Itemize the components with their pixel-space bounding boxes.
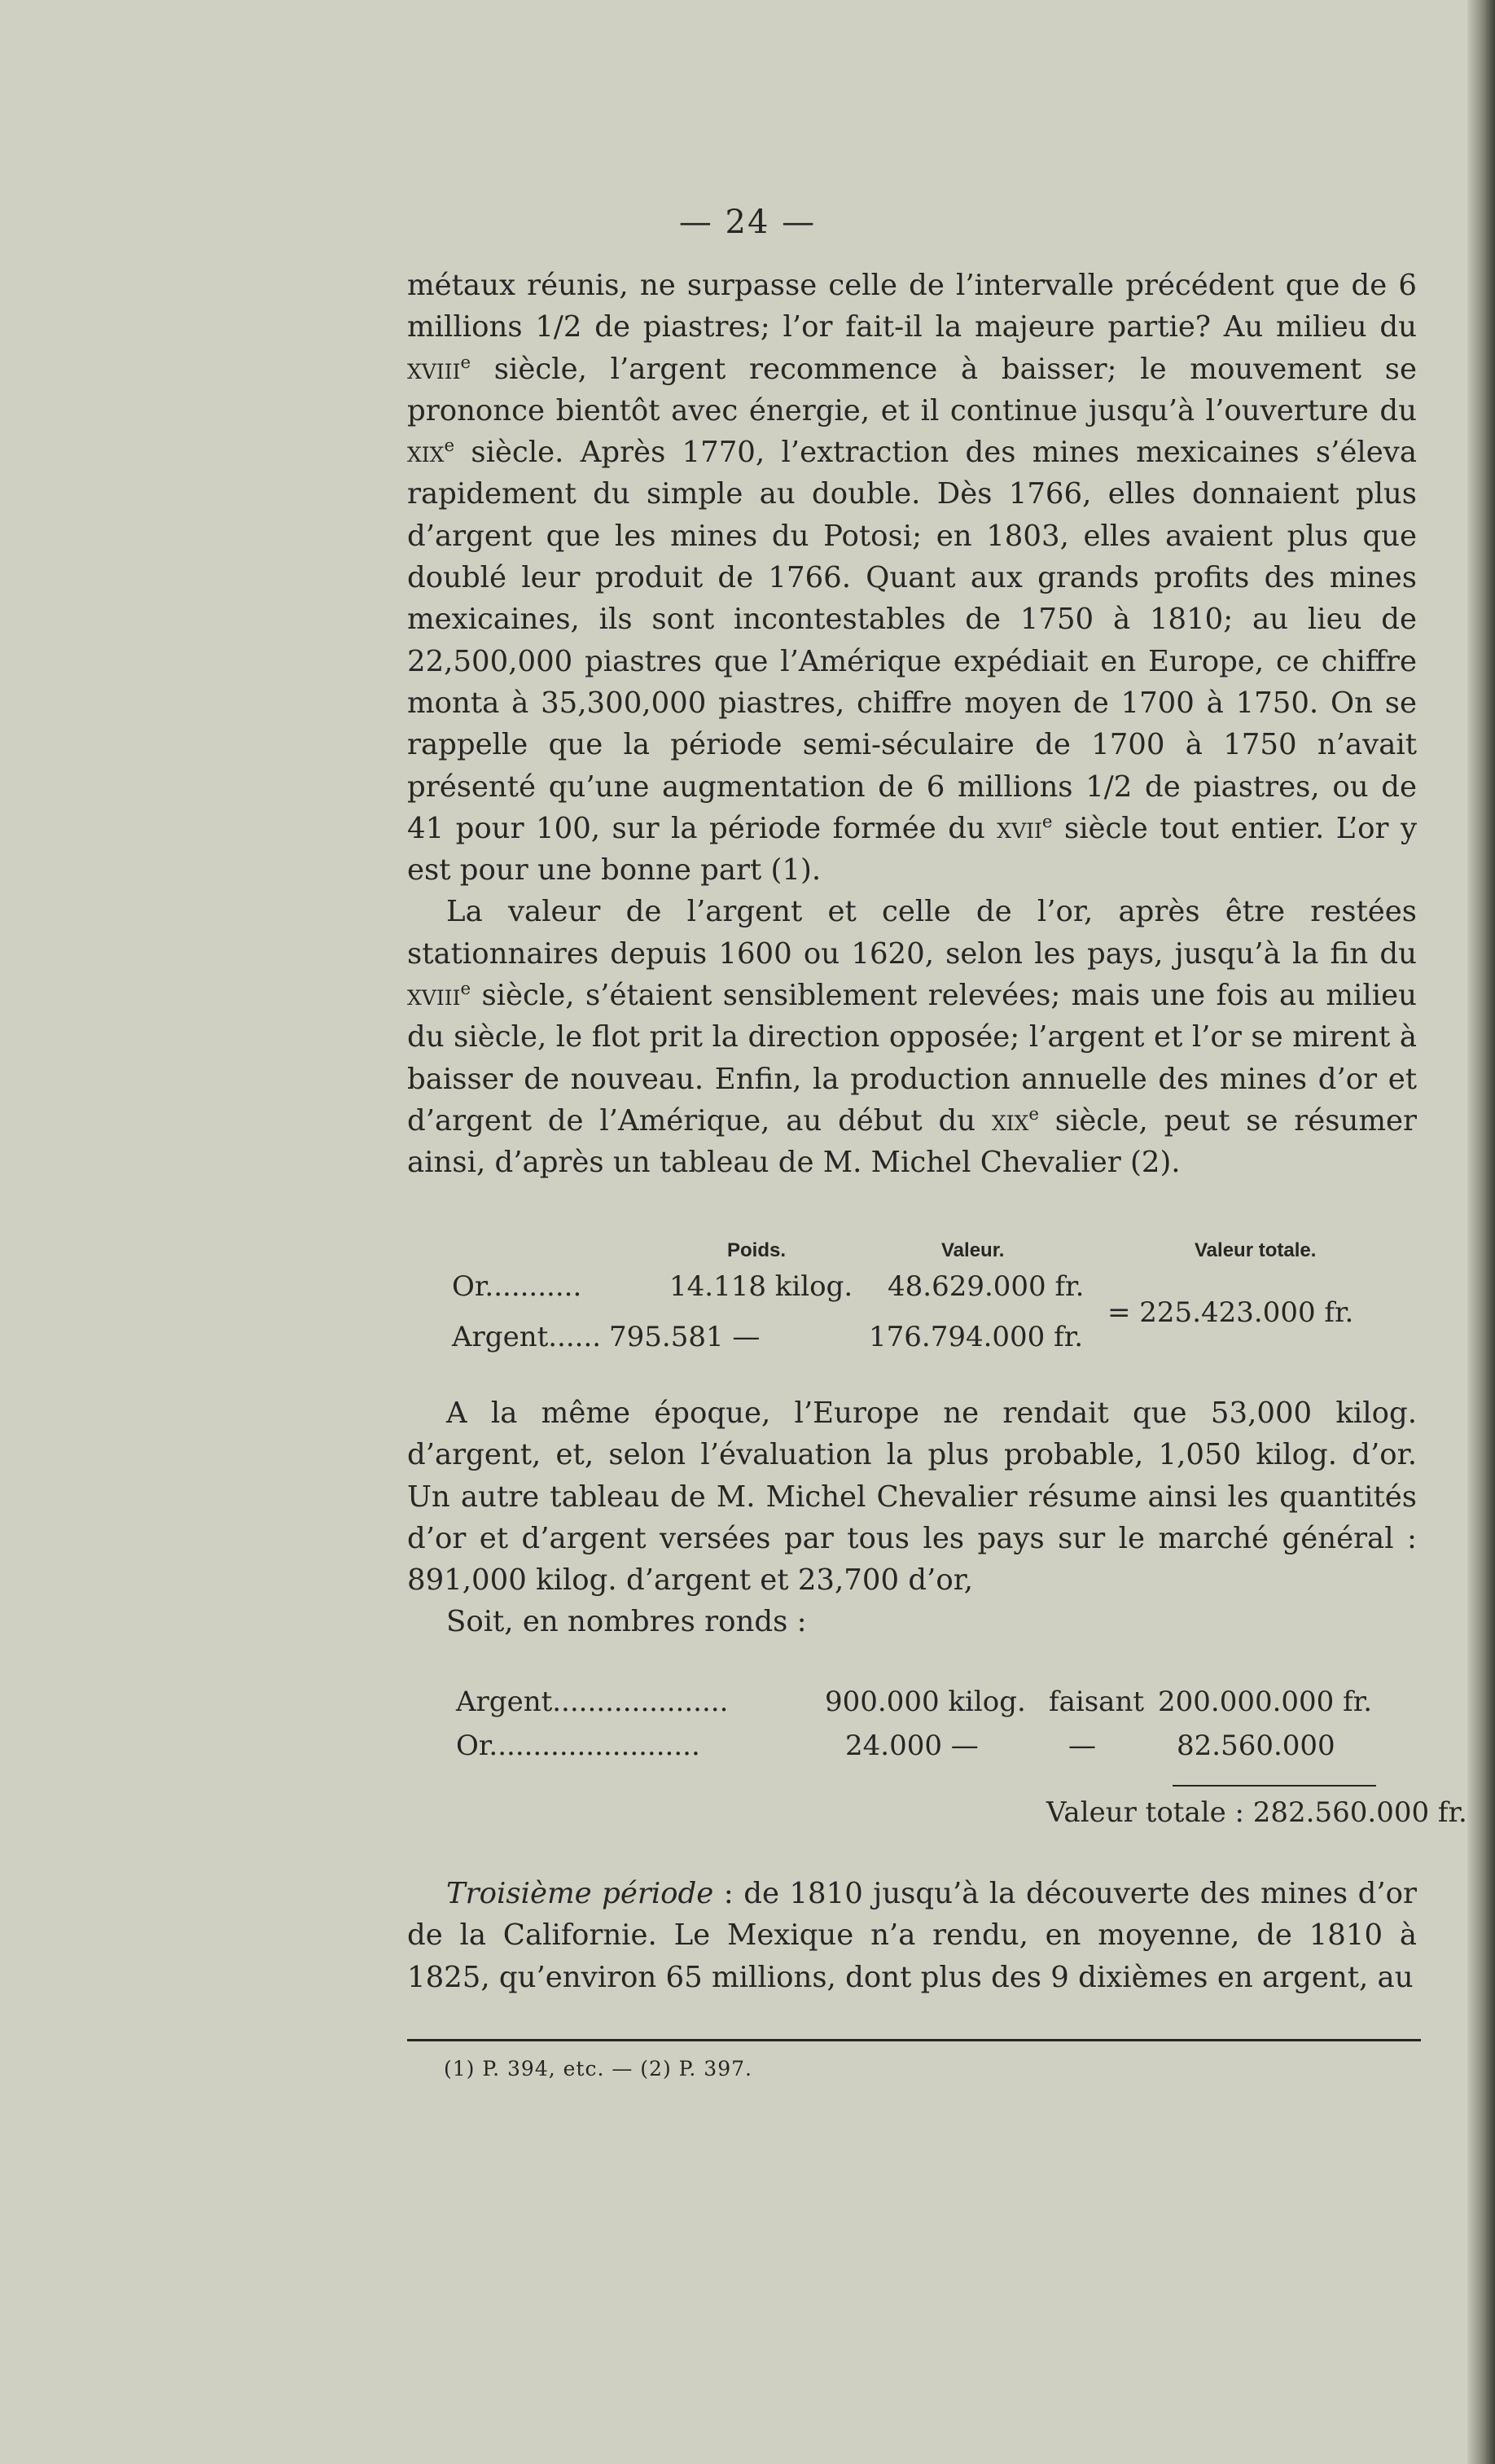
row-label: Argent...... [452, 1321, 602, 1353]
paragraph-3: A la même époque, l’Europe ne rendait que 53,000 kilog. d’argent, et, selon l’évaluation la plus probable, 1,050 kilog. d’or. Un autre tableau de M. Michel Chevalier résume ainsi les quantités d’or et d’argent versées par tous les pays sur le marché général : 891,000 kilog. d’argent et 23,700 d’or, Soit, en nombres ronds : [407, 1392, 1417, 1643]
table-row-argent [456, 1686, 728, 1718]
header-valeur-totale: Valeur totale. [1195, 1239, 1317, 1261]
row-poids: 795.581 — [609, 1321, 761, 1353]
row-label: Argent.................... [456, 1686, 729, 1718]
page-edge-shadow [1467, 0, 1495, 2464]
table-total: = 225.423.000 fr. [1107, 1296, 1354, 1329]
paragraph-2: La valeur de l’argent et celle de l’or, après être restées stationnaires depuis 1600 ou 1620, selon les pays, jusqu’à la fin du xviii$^e$ siècle, s’étaient sensiblement relevées; mais une fois au milieu du siècle, le flot prit la direction opposée; l’argent et l’or se mirent à baisser de nouveau. Enfin, la production annuelle des mines d’or et d’argent de l’Amérique, au début du xix$^e$ siècle, peut se résumer ainsi, d’après un tableau de M. Michel Chevalier (2). [407, 895, 1417, 1180]
page-number: — 24 — [678, 204, 817, 241]
header-poids: Poids. [727, 1239, 787, 1261]
row-valeur: 48.629.000 fr. [888, 1270, 1085, 1303]
row-value: 200.000.000 fr. [1158, 1686, 1373, 1718]
row-label: Or........................ [456, 1730, 700, 1762]
row-mid: faisant [1049, 1686, 1145, 1718]
section-title: Troisième période [446, 1877, 714, 1910]
row-label: Or........... [452, 1270, 582, 1303]
header-valeur: Valeur. [941, 1239, 1005, 1261]
row-value: 82.560.000 [1177, 1730, 1335, 1762]
paragraph-1: métaux réunis, ne surpasse celle de l’intervalle précédent que de 6 millions 1/2 de piastres; l’or fait-il la majeure partie? Au milieu du xviii$^e$ siècle, l’argent recommence à baisser; le mouvement se prononce bientôt avec énergie, et il continue jusqu’à l’ouverture du xix$^e$ siècle. Après 1770, l’extraction des mines mexicaines s’éleva rapidement du simple au double. Dès 1766, elles donnaient plus d’argent que les mines du Potosi; en 1803, elles avaient plus que doublé leur produit de 1766. Quant aux grands profits des mines mexicaines, ils sont incontestables de 1750 à 1810; au lieu de 22,500,000 piastres que l’Amérique expédiait en Europe, ce chiffre monta à 35,300,000 piastres, chiffre moyen de 1700 à 1750. On se rappelle que la période semi-séculaire de 1700 à 1750 n’avait présenté qu’une augmentation de 6 millions 1/2 de piastres, ou de 41 pour 100, sur la période formée du xvii$^e$ siècle tout entier. L’or y est pour une bonne part (1). [407, 269, 1417, 888]
row-poids: 14.118 kilog. [669, 1270, 853, 1303]
row-valeur: 176.794.000 fr. [869, 1321, 1084, 1353]
sum-rule [1173, 1785, 1376, 1787]
table-row-or [456, 1730, 700, 1762]
footnote: (1) P. 394, etc. — (2) P. 397. [444, 2057, 752, 2080]
row-qty: 900.000 kilog. [825, 1686, 1026, 1718]
row-mid: — [1068, 1730, 1096, 1762]
table-total: Valeur totale : 282.560.000 fr. [1046, 1796, 1467, 1829]
row-qty: 24.000 — [845, 1730, 979, 1762]
paragraph-5: Troisième période : de 1810 jusqu’à la découverte des mines d’or de la Californie. Le Mexique n’a rendu, en moyenne, de 1810 à 1825, qu’environ 65 millions, dont plus des 9 dixièmes en argent, au [407, 1877, 1417, 1994]
paragraph-4: Soit, en nombres ronds : [446, 1605, 807, 1639]
main-text [407, 265, 1417, 1184]
footnote-rule [407, 2039, 1421, 2041]
